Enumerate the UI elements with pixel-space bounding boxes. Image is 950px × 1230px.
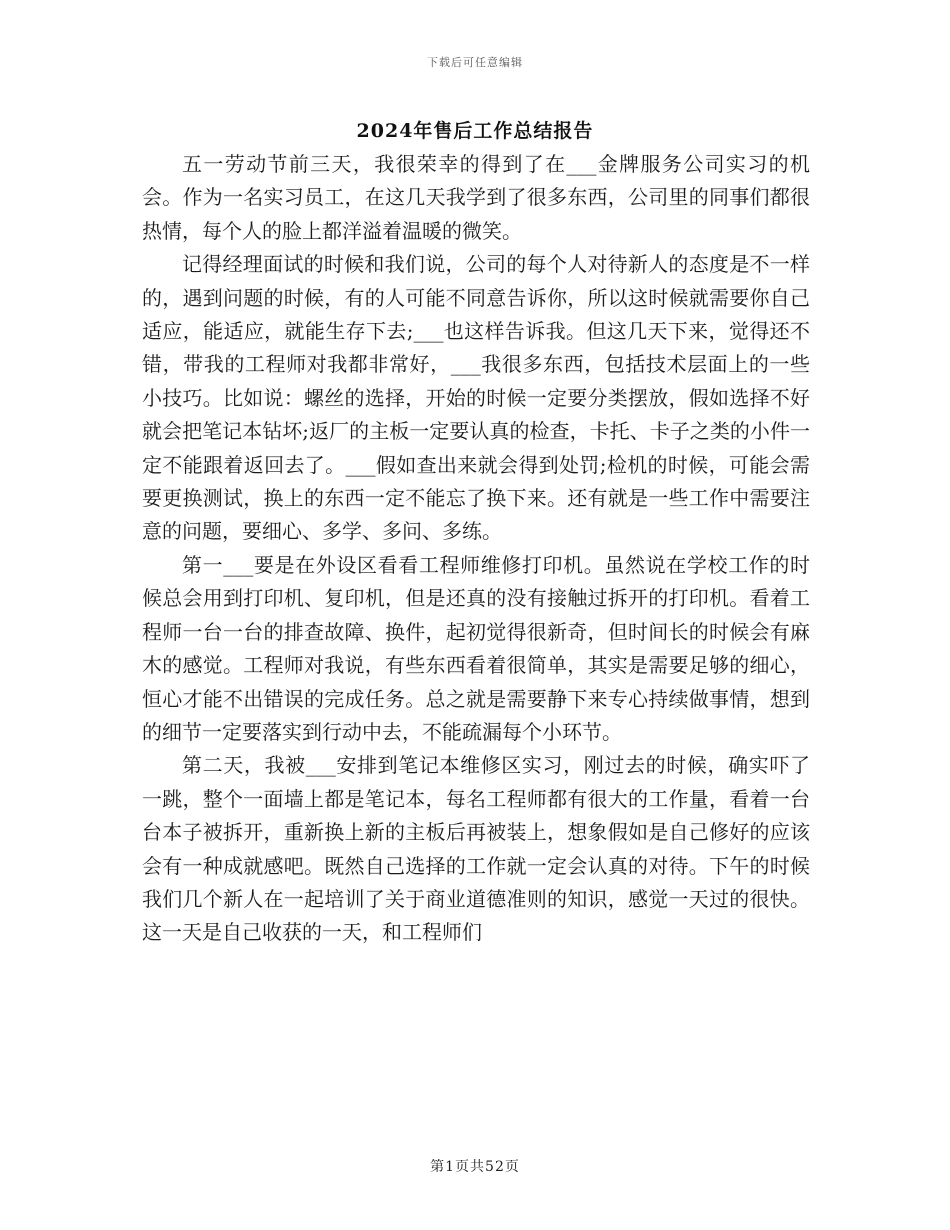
document-body [142,148,810,950]
document-title: 2024年售后工作总结报告 [356,120,594,142]
paragraph: 五一劳动节前三天，我很荣幸的得到了在___金牌服务公司实习的机会。作为一名实习员工，在这几天我学到了很多东西，公司里的同事们都很热情，每个人的脸上都洋溢着温暖的微笑。 [142,152,810,243]
paragraph: 第二天，我被___安排到笔记本维修区实习，刚过去的时候，确实吓了一跳，整个一面墙上都是笔记本，每名工程师都有很大的工作量，看着一台台本子被拆开，重新换上新的主板后再被装上，想象假如是自己修好的应该会有一种成就感吧。既然自己选择的工作就一定会认真的对待。下午的时候我们几个新人在一起培训了关于商业道德准则的知识，感觉一天过的很快。这一天是自己收获的一天，和工程师们 [142,753,810,945]
page-number-footer: 第1页共52页 [430,1159,520,1175]
paragraph: 第一___要是在外设区看看工程师维修打印机。虽然说在学校工作的时候总会用到打印机、复印机，但是还真的没有接触过拆开的打印机。看着工程师一台一台的排查故障、换件，起初觉得很新奇，但时间长的时候会有麻木的感觉。工程师对我说，有些东西看着很简单，其实是需要足够的细心，恒心才能不出错误的完成任务。总之就是需要静下来专心持续做事情，想到的细节一定要落实到行动中去，不能疏漏每个小环节。 [142,552,810,744]
paragraph: 记得经理面试的时候和我们说，公司的每个人对待新人的态度是不一样的，遇到问题的时候，有的人可能不同意告诉你，所以这时候就需要你自己适应，能适应，就能生存下去;___也这样告诉我。但这几天下来，觉得还不错，带我的工程师对我都非常好，___我很多东西，包括技术层面上的一些小技巧。比如说：螺丝的选择，开始的时候一定要分类摆放，假如选择不好就会把笔记本钻坏;返厂的主板一定要认真的检查，卡托、卡子之类的小件一定不能跟着返回去了。___假如查出来就会得到处罚;检机的时候，可能会需要更换测试，换上的东西一定不能忘了换下来。还有就是一些工作中需要注意的问题，要细心、多学、多问、多练。 [142,252,810,544]
header-note: 下载后可任意编辑 [427,56,523,69]
